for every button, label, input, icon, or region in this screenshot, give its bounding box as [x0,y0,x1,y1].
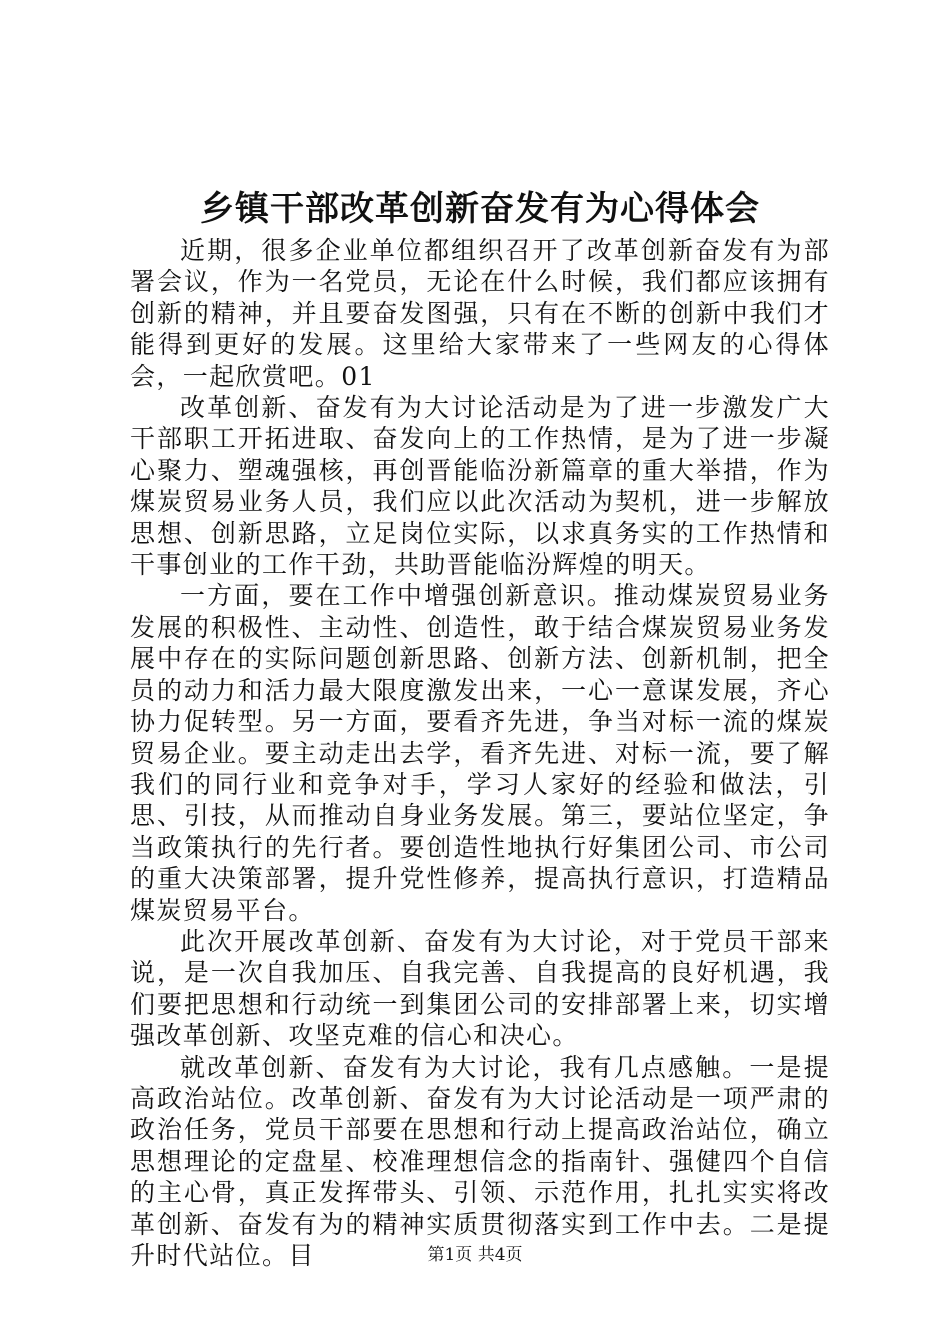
document-title: 乡镇干部改革创新奋发有为心得体会 [200,189,760,229]
paragraph-3: 一方面，要在工作中增强创新意识。推动煤炭贸易业务发展的积极性、主动性、创造性，敢于结合煤炭贸易业务发展中存在的实际问题创新思路、创新方法、创新机制，把全员的动力和活力最大限度激发出来，一心一意谋发展，齐心协力促转型。另一方面，要看齐先进，争当对标一流的煤炭贸易企业。要主动走出去学，看齐先进、对标一流，要了解我们的同行业和竞争对手，学习人家好的经验和做法，引思、引技，从而推动自身业务发展。第三，要站位坚定，争当政策执行的先行者。要创造性地执行好集团公司、市公司的重大决策部署，提升党性修养，提高执行意识，打造精品煤炭贸易平台。 [130,581,830,925]
paragraph-5: 就改革创新、奋发有为大讨论，我有几点感触。一是提高政治站位。改革创新、奋发有为大讨论活动是一项严肃的政治任务，党员干部要在思想和行动上提高政治站位，确立思想理论的定盘星、校准理想信念的指南针、强健四个自信的主心骨，真正发挥带头、引领、示范作用，扎扎实实将改革创新、奋发有为的精神实质贯彻落实到工作中去。二是提升时代站位。目 [130,1052,830,1270]
page-footer: 第1页 共4页 [427,1245,523,1265]
paragraph-1: 近期，很多企业单位都组织召开了改革创新奋发有为部署会议，作为一名党员，无论在什么时候，我们都应该拥有创新的精神，并且要奋发图强，只有在不断的创新中我们才能得到更好的发展。这里给大家带来了一些网友的心得体会，一起欣赏吧。01 [130,236,830,391]
paragraph-4: 此次开展改革创新、奋发有为大讨论，对于党员干部来说，是一次自我加压、自我完善、自我提高的良好机遇，我们要把思想和行动统一到集团公司的安排部署上来，切实增强改革创新、攻坚克难的信心和决心。 [130,926,830,1051]
paragraph-2: 改革创新、奋发有为大讨论活动是为了进一步激发广大干部职工开拓进取、奋发向上的工作热情，是为了进一步凝心聚力、塑魂强核，再创晋能临汾新篇章的重大举措，作为煤炭贸易业务人员，我们应以此次活动为契机，进一步解放思想、创新思路，立足岗位实际，以求真务实的工作热情和干事创业的工作干劲，共助晋能临汾辉煌的明天。 [130,393,830,580]
document-body [130,235,830,1271]
